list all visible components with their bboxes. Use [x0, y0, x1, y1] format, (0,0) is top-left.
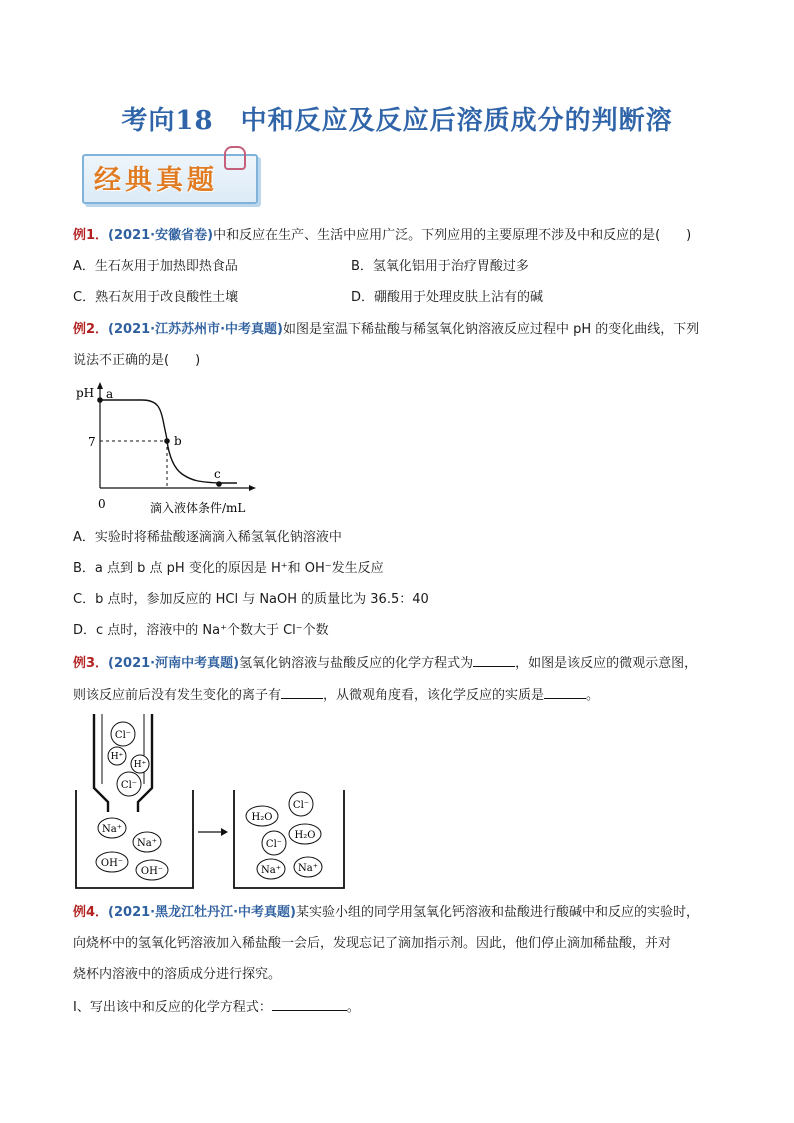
ex4-stem	[73, 904, 699, 922]
point-c-marker	[216, 481, 222, 487]
svg-text:Na⁺: Na⁺	[102, 824, 122, 835]
svg-text:H₂O: H₂O	[251, 812, 273, 823]
point-a-label: a	[106, 387, 114, 401]
right-ion-na-2	[294, 857, 322, 877]
ex3-source: (2021·河南中考真题)	[108, 656, 240, 671]
ex3-label: 例3．	[73, 656, 109, 671]
point-c-label: c	[214, 467, 221, 481]
ex3-blank-3[interactable]	[544, 686, 586, 699]
dropper-ion-h-1	[108, 747, 126, 765]
ex2-option-d: D．c 点时，溶液中的 Na⁺个数大于 Cl⁻个数	[73, 623, 329, 638]
svg-text:Cl⁻: Cl⁻	[265, 839, 283, 850]
ex3-stem-line2	[73, 686, 599, 705]
ex1-source: (2021·安徽省卷)	[108, 228, 214, 243]
ex2-stem-line2: 说法不正确的是( )	[73, 353, 201, 368]
ex2-option-a: A．实验时将稀盐酸逐滴滴入稀氢氧化钠溶液中	[73, 530, 342, 545]
svg-text:Cl⁻: Cl⁻	[114, 730, 132, 741]
page-title: 考向18 中和反应及反应后溶质成分的判断溶	[121, 106, 673, 136]
point-b-marker	[164, 438, 170, 444]
left-ion-na-2	[133, 832, 161, 852]
left-ion-oh-2	[136, 860, 168, 880]
ex2-option-c: C．b 点时，参加反应的 HCl 与 NaOH 的质量比为 36.5：40	[73, 592, 429, 607]
ex1-stem-text: 中和反应在生产、生活中应用广泛。下列应用的主要原理不涉及中和反应的是( )	[213, 228, 692, 243]
point-a-marker	[97, 397, 103, 403]
y-axis-arrow-icon	[97, 382, 103, 389]
ex4-stem-text: 某实验小组的同学用氢氧化钙溶液和盐酸进行酸碱中和反应的实验时，	[296, 905, 700, 920]
y-axis-label: pH	[76, 386, 95, 400]
ex4-stem-line2: 向烧杯中的氢氧化钙溶液加入稀盐酸一会后，发现忘记了滴加指示剂。因此，他们停止滴加稀盐酸，并对	[73, 936, 672, 951]
ex3-line2-end: 。	[586, 688, 600, 703]
svg-text:Na⁺: Na⁺	[261, 865, 281, 876]
ex4-q1-text: Ⅰ、写出该中和反应的化学方程式：	[73, 1000, 272, 1015]
section-banner	[74, 150, 259, 208]
ex3-line2-part2: ，从微观角度看，该化学反应的实质是	[323, 688, 545, 703]
right-ion-h2o-2	[289, 824, 321, 844]
ex3-stem	[73, 654, 697, 673]
reaction-micro-diagram	[72, 712, 362, 894]
svg-text:Cl⁻: Cl⁻	[292, 800, 310, 811]
ex2-stem	[73, 321, 699, 339]
svg-text:OH⁻: OH⁻	[100, 858, 124, 869]
ex1-option-c: C．熟石灰用于改良酸性土壤	[73, 290, 239, 305]
ex3-stem-part1: 氢氧化钠溶液与盐酸反应的化学方程式为	[239, 656, 474, 671]
ex2-stem-text: 如图是室温下稀盐酸与稀氢氧化钠溶液反应过程中 pH 的变化曲线，下列	[283, 322, 700, 337]
svg-text:H⁺: H⁺	[110, 752, 124, 762]
ex3-line2-part1: 则该反应前后没有发生变化的离子有	[73, 688, 282, 703]
right-ion-na-1	[257, 859, 285, 879]
ex1-options-row2	[73, 289, 544, 307]
ex1-option-a: A．生石灰用于加热即热食品	[73, 259, 238, 274]
ex2-option-b: B．a 点到 b 点 pH 变化的原因是 H⁺和 OH⁻发生反应	[73, 561, 384, 576]
right-ion-cl-2	[262, 831, 286, 855]
right-ion-cl-1	[289, 792, 313, 816]
point-b-label: b	[174, 434, 182, 448]
left-ion-na-1	[98, 818, 126, 838]
svg-text:OH⁻: OH⁻	[140, 866, 164, 877]
x-axis-arrow-icon	[249, 485, 256, 491]
ex1-option-d: D．硼酸用于处理皮肤上沾有的碱	[351, 290, 544, 305]
ex1-stem	[73, 227, 691, 245]
svg-text:H⁺: H⁺	[133, 760, 147, 770]
ex1-option-b: B．氢氧化铝用于治疗胃酸过多	[351, 259, 529, 274]
ex3-blank-2[interactable]	[281, 686, 323, 699]
left-ion-oh-1	[96, 852, 128, 872]
ex4-q1-blank[interactable]	[272, 998, 347, 1011]
svg-text:H₂O: H₂O	[294, 830, 316, 841]
ex4-stem-line3: 烧杯内溶液中的溶质成分进行探究。	[73, 967, 282, 982]
dropper-ion-cl-2	[117, 772, 141, 796]
reaction-arrow-head-icon	[221, 828, 228, 836]
origin-label: 0	[98, 497, 106, 511]
ex4-question-1	[73, 998, 360, 1017]
ex3-stem-part2: ，如图是该反应的微观示意图，	[515, 656, 698, 671]
dropper-ion-h-2	[131, 755, 149, 773]
banner-text: 经典真题	[94, 165, 218, 196]
ex2-label: 例2．	[73, 322, 109, 337]
ph-curve-graph	[72, 380, 272, 520]
paperclip-icon	[224, 146, 246, 170]
ex4-q1-end: 。	[346, 1000, 360, 1015]
x-axis-label: 滴入液体条件/mL	[150, 501, 246, 515]
svg-text:Cl⁻: Cl⁻	[120, 780, 138, 791]
svg-text:Na⁺: Na⁺	[298, 863, 318, 874]
right-ion-h2o-1	[246, 806, 278, 826]
svg-text:Na⁺: Na⁺	[137, 838, 157, 849]
dropper-ion-cl-1	[111, 722, 135, 746]
ex3-blank-1[interactable]	[473, 654, 515, 667]
ex4-source: (2021·黑龙江牡丹江·中考真题)	[108, 905, 296, 920]
ex1-label: 例1．	[73, 228, 109, 243]
ph7-tick-label: 7	[88, 435, 96, 449]
ex4-label: 例4．	[73, 905, 109, 920]
ex1-options-row1	[73, 258, 529, 276]
ex2-source: (2021·江苏苏州市·中考真题)	[108, 322, 283, 337]
